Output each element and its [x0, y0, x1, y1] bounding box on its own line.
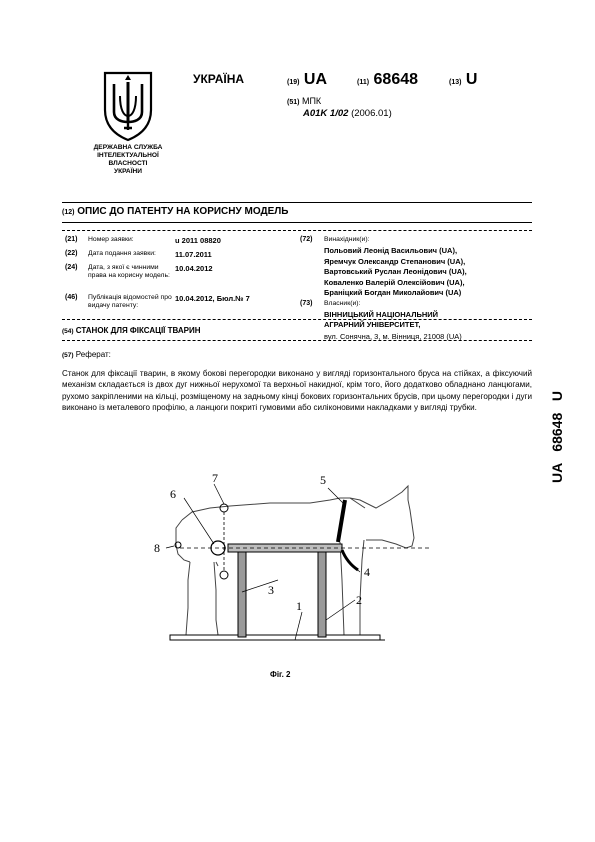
figure-label: 6: [170, 487, 176, 501]
inventor-name: Вартовський Руслан Леонідович (UA),: [324, 267, 467, 276]
side-document-id: UA 68648 U: [549, 390, 565, 484]
document-kind: (13) U: [449, 71, 478, 88]
abstract-heading: (57) Реферат:: [62, 350, 111, 359]
agency-name: ДЕРЖАВНА СЛУЖБА ІНТЕЛЕКТУАЛЬНОЇ ВЛАСНОСТІ УКРАЇНИ: [93, 144, 163, 175]
frame-post: [318, 552, 326, 637]
divider: [62, 230, 532, 231]
chain: [338, 500, 345, 542]
inventor-name: Браніцкий Богдан Миколайович (UA): [324, 288, 462, 297]
ipc-class: A01K 1/02 (2006.01): [303, 108, 392, 119]
ipc-label: (51) МПК: [287, 96, 322, 106]
invention-title: (54) СТАНОК ДЛЯ ФІКСАЦІЇ ТВАРИН: [62, 326, 201, 335]
owner-name: АГРАРНИЙ УНІВЕРСИТЕТ,: [324, 320, 421, 329]
divider: [62, 202, 532, 203]
divider: [62, 319, 532, 320]
coat-of-arms-emblem: [100, 70, 156, 142]
figure-label: 1: [296, 599, 302, 613]
figure-caption: Фіг. 2: [270, 670, 291, 679]
country-name: УКРАЇНА: [193, 72, 245, 86]
divider: [62, 340, 532, 341]
inventor-name: Польовий Леонід Васильович (UA),: [324, 246, 458, 255]
frame-post: [238, 552, 246, 637]
patent-number: (11) 68648: [357, 71, 419, 88]
figure-label: 4: [364, 565, 370, 579]
figure-label: 7: [212, 471, 218, 485]
document-type: (12) ОПИС ДО ПАТЕНТУ НА КОРИСНУ МОДЕЛЬ: [62, 206, 289, 217]
abstract-text: Станок для фіксації тварин, в якому бокові перегородки виконано у вигляді горизонтального бруса на стійках, а фіксуючий механізм складається із двох дуг нижньої нерухомої та верхньої накидної, крім того, його додатково обладнано ланцюгами, рухомо закріпленими на кільці, розміщеному на задньому кінці бокових горизонтальних брусів, при цьому перегородки і дуги виконано із металевого профілю, а ланцюги покриті гумовими або силіконовими накладками у вигляді трубки.: [62, 369, 532, 413]
chain: [342, 550, 358, 570]
figure-label: 2: [356, 593, 362, 607]
owner-address: вул. Сонячна, 3, м. Вінниця, 21008 (UA): [324, 332, 462, 341]
owner-name: ВІННИЦЬКИЙ НАЦІОНАЛЬНИЙ: [324, 310, 439, 319]
inventor-name: Яремчук Олександр Степанович (UA),: [324, 256, 466, 266]
figure-label: 3: [268, 583, 274, 597]
figure-label: 5: [320, 473, 326, 487]
inventor-name: Коваленко Валерій Олексійович (UA),: [324, 277, 465, 287]
figure-label: 8: [154, 541, 160, 555]
patent-drawing: [140, 470, 460, 650]
divider: [62, 222, 532, 223]
country-code: (19) UA: [287, 71, 328, 88]
